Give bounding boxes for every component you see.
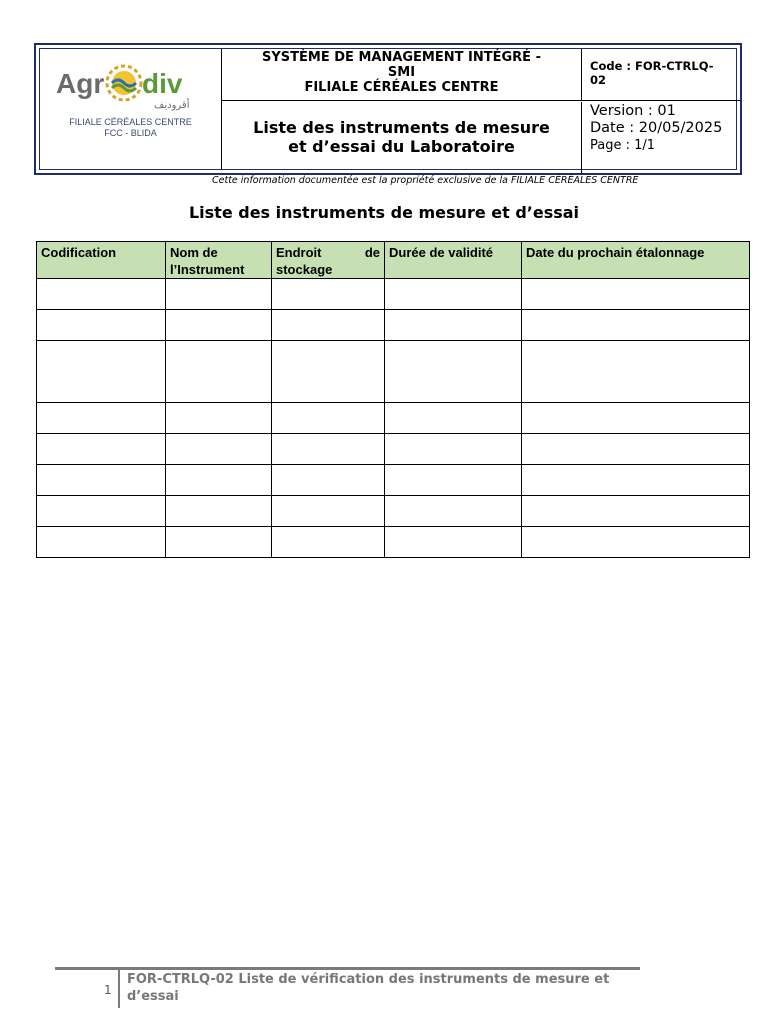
svg-text:Agr: Agr xyxy=(56,68,105,99)
system-title-cell xyxy=(222,49,581,101)
table-cell[interactable] xyxy=(522,310,750,341)
table-cell[interactable] xyxy=(522,434,750,465)
table-cell[interactable] xyxy=(272,465,385,496)
document-meta-cell xyxy=(581,102,740,174)
table-cell[interactable] xyxy=(166,434,272,465)
system-title-line1: SYSTÈME DE MANAGEMENT INTÉGRÉ - xyxy=(262,50,541,65)
table-cell[interactable] xyxy=(166,310,272,341)
table-cell[interactable] xyxy=(272,434,385,465)
table-cell[interactable] xyxy=(522,279,750,310)
table-cell[interactable] xyxy=(272,496,385,527)
table-cell[interactable] xyxy=(272,527,385,558)
table-cell[interactable] xyxy=(385,279,522,310)
column-header-codification: Codification xyxy=(37,242,166,279)
table-cell[interactable] xyxy=(37,310,166,341)
page-title: Liste des instruments de mesure et d’essai xyxy=(188,203,580,222)
table-cell[interactable] xyxy=(385,496,522,527)
table-cell[interactable] xyxy=(166,496,272,527)
column-header-instrument-name: Nom de l’Instrument xyxy=(166,242,272,279)
document-page: Page : 1/1 xyxy=(590,138,656,153)
logo-subtitle-filiale: FILIALE CÉRÉALES CENTRE xyxy=(69,117,192,127)
logo-subtitle-location: FCC - BLIDA xyxy=(104,128,157,138)
column-header-storage-location: Endroit de stockage xyxy=(272,242,385,279)
footer-document-reference: FOR-CTRLQ-02 Liste de vérification des instruments de mesure et d’essai xyxy=(127,972,610,1004)
logo-arabic-text: أقروديف xyxy=(154,100,190,111)
table-cell[interactable] xyxy=(385,403,522,434)
footer-page-number: 1 xyxy=(104,983,112,997)
table-cell[interactable] xyxy=(166,341,272,403)
table-cell[interactable] xyxy=(37,496,166,527)
table-row xyxy=(37,403,750,434)
table-cell[interactable] xyxy=(272,279,385,310)
document-code-line2: 02 xyxy=(590,73,607,87)
column-header-validity: Durée de validité xyxy=(385,242,522,279)
instruments-table xyxy=(36,241,750,558)
table-cell[interactable] xyxy=(385,465,522,496)
document-title-line1: Liste des instruments de mesure xyxy=(253,118,550,137)
footer-separator xyxy=(118,970,120,1008)
logo-cell xyxy=(40,49,222,169)
agrodiv-logo xyxy=(54,61,204,113)
header-inner-frame xyxy=(39,48,737,170)
table-cell[interactable] xyxy=(37,341,166,403)
table-row xyxy=(37,465,750,496)
table-row xyxy=(37,434,750,465)
footer-rule xyxy=(55,967,640,970)
table-cell[interactable] xyxy=(37,465,166,496)
document-header xyxy=(34,43,742,175)
document-code-cell xyxy=(581,49,740,101)
table-cell[interactable] xyxy=(385,434,522,465)
table-cell[interactable] xyxy=(166,527,272,558)
table-row xyxy=(37,341,750,403)
ownership-disclaimer: Cette information documentée est la propriété exclusive de la FILIALE CÉRÉALES CENTRE xyxy=(212,175,639,186)
table-row xyxy=(37,310,750,341)
table-cell[interactable] xyxy=(522,496,750,527)
svg-text:div: div xyxy=(142,68,183,99)
table-cell[interactable] xyxy=(37,434,166,465)
document-title-cell xyxy=(222,102,581,174)
document-version: Version : 01 xyxy=(590,103,676,119)
table-header-row xyxy=(37,242,750,279)
system-title-line3: FILIALE CÉRÉALES CENTRE xyxy=(304,80,499,95)
document-code-line1: Code : FOR-CTRLQ- xyxy=(590,59,714,73)
table-cell[interactable] xyxy=(166,403,272,434)
table-cell[interactable] xyxy=(272,310,385,341)
document-date: Date : 20/05/2025 xyxy=(590,120,723,136)
table-cell[interactable] xyxy=(385,527,522,558)
table-cell[interactable] xyxy=(37,403,166,434)
table-cell[interactable] xyxy=(37,279,166,310)
table-cell[interactable] xyxy=(272,403,385,434)
table-cell[interactable] xyxy=(37,527,166,558)
table-cell[interactable] xyxy=(522,341,750,403)
table-cell[interactable] xyxy=(166,465,272,496)
table-cell[interactable] xyxy=(522,465,750,496)
table-row xyxy=(37,279,750,310)
document-title-line2: et d’essai du Laboratoire xyxy=(288,137,515,156)
table-row xyxy=(37,496,750,527)
table-row xyxy=(37,527,750,558)
table-cell[interactable] xyxy=(522,527,750,558)
column-header-next-calibration: Date du prochain étalonnage xyxy=(522,242,750,279)
system-title-line2: SMI xyxy=(387,65,416,80)
table-cell[interactable] xyxy=(385,310,522,341)
table-cell[interactable] xyxy=(166,279,272,310)
table-cell[interactable] xyxy=(385,341,522,403)
table-cell[interactable] xyxy=(272,341,385,403)
table-cell[interactable] xyxy=(522,403,750,434)
